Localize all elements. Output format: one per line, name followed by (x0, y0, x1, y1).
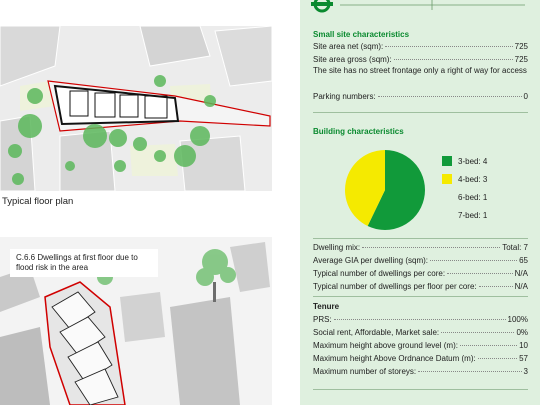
dwelling-mix-label: Dwelling mix: (313, 243, 361, 252)
prs-value: 100% (507, 315, 528, 324)
site-area-gross-row (313, 55, 528, 65)
dwelling-mix-value: Total: 7 (502, 243, 528, 252)
social-row (313, 328, 528, 338)
building-title: Building characteristics (313, 127, 404, 136)
site-area-net-value: 725 (514, 42, 528, 51)
storeys-value: 3 (523, 367, 528, 376)
avg-gia-value: 65 (519, 256, 528, 265)
legend-item-7bed (442, 210, 487, 220)
max-height-aod-label: Maximum height Above Ordnance Datum (m): (313, 354, 476, 363)
pie-slices (345, 150, 425, 230)
per-floor-row (313, 282, 528, 292)
site-map-top-drawing (0, 26, 272, 191)
max-height-gl-value: 10 (519, 341, 528, 350)
flood-risk-callout: C.6.6 Dwellings at first floor due to flood risk in the area (10, 249, 158, 277)
map-caption: Typical floor plan (2, 196, 74, 207)
site-area-gross-label: Site area gross (sqm): (313, 55, 392, 64)
prs-row (313, 315, 528, 325)
avg-gia-label: Average GIA per dwelling (sqm): (313, 256, 429, 265)
legend-label-7bed: 7-bed: 1 (458, 210, 488, 220)
legend-swatch-4bed (442, 174, 452, 184)
legend-item-3bed (442, 156, 487, 166)
max-height-aod-row (313, 354, 528, 364)
frontage-note: The site has no street frontage only a right of way for access (313, 66, 527, 75)
divider (313, 112, 528, 113)
dwelling-mix-row (313, 243, 528, 253)
parking-row (313, 92, 528, 102)
divider (313, 238, 528, 239)
small-site-title: Small site characteristics (313, 30, 410, 39)
legend-item-6bed (442, 192, 487, 202)
divider (313, 389, 528, 390)
site-map-top (0, 26, 272, 191)
site-area-net-row (313, 42, 528, 52)
tenure-title: Tenure (313, 302, 340, 311)
max-height-gl-row (313, 341, 528, 351)
per-floor-value: N/A (514, 282, 528, 291)
legend-label-3bed: 3-bed: 4 (458, 156, 488, 166)
max-height-gl-label: Maximum height above ground level (m): (313, 341, 458, 350)
site-area-net-label: Site area net (sqm): (313, 42, 384, 51)
characteristics-panel (300, 0, 540, 405)
legend-label-4bed: 4-bed: 3 (458, 174, 488, 184)
storeys-label: Maximum number of storeys: (313, 367, 417, 376)
per-core-row (313, 269, 528, 279)
per-core-value: N/A (514, 269, 528, 278)
legend-swatch-3bed (442, 156, 452, 166)
per-core-label: Typical number of dwellings per core: (313, 269, 446, 278)
parking-label: Parking numbers: (313, 92, 376, 101)
max-height-aod-value: 57 (519, 354, 528, 363)
legend-item-4bed (442, 174, 487, 184)
social-label: Social rent, Affordable, Market sale: (313, 328, 440, 337)
social-value: 0% (516, 328, 528, 337)
per-floor-label: Typical number of dwellings per floor per core: (313, 282, 477, 291)
dwelling-mix-pie-chart (340, 145, 430, 235)
top-bar (300, 0, 540, 18)
parking-value: 0 (523, 92, 528, 101)
divider (313, 296, 528, 297)
legend-label-6bed: 6-bed: 1 (458, 192, 488, 202)
roundel-logo-icon (300, 0, 540, 18)
prs-label: PRS: (313, 315, 332, 324)
storeys-row (313, 367, 528, 377)
site-area-gross-value: 725 (514, 55, 528, 64)
avg-gia-row (313, 256, 528, 266)
